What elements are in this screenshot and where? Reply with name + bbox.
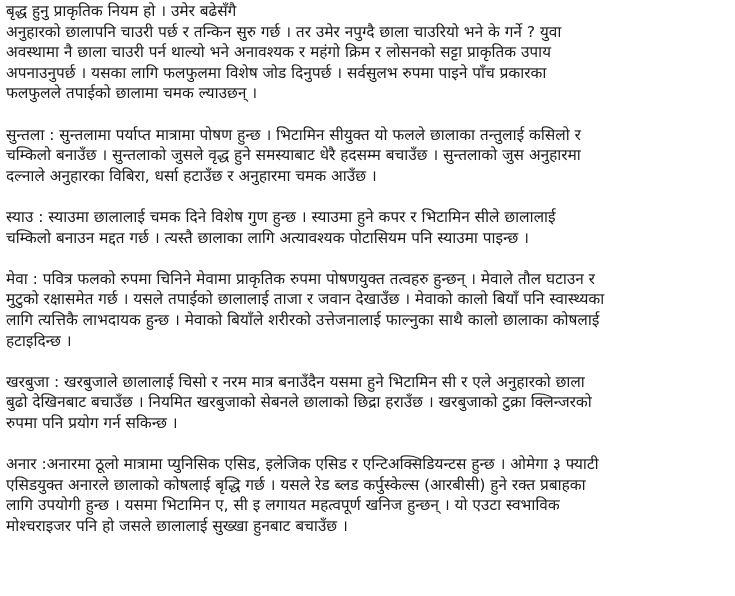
intro-paragraph [6, 1, 731, 104]
orange-paragraph [6, 125, 731, 187]
text-line: स्याउ : स्याउमा छालालाई चमक दिने विशेष गुण हुन्छ । स्याउमा हुने कपर र भिटामिन सीले छालालाई [6, 207, 556, 226]
papaya-paragraph [6, 269, 731, 351]
apple-paragraph [6, 207, 731, 248]
text-line: रुपमा पनि प्रयोग गर्न सकिन्छ । [6, 413, 178, 432]
text-line: मोश्चराइजर पनि हो जसले छालालाई सुख्खा हुनबाट बचाउँछ । [6, 516, 348, 535]
text-line: चम्किलो बनाउँछ । सुन्तलाको जुसले वृद्ध हुने समस्याबाट धेरै हदसम्म बचाउँछ । सुन्तलाको जुस अनुहारमा [6, 146, 581, 165]
text-line: लागि उपयोगी हुन्छ । यसमा भिटामिन ए, सी इ लगायत महत्वपूर्ण खनिज हुन्छन् । यो एउटा स्वभाविक [6, 496, 560, 515]
text-line: अवस्थामा नै छाला चाउरी पर्न थाल्यो भने अनावश्यक र महंगो क्रिम र लोसनको सट्टा प्राकृतिक उपाय [6, 43, 552, 62]
text-line: सुन्तला : सुन्तलामा पर्याप्त मात्रामा पोषण हुन्छ । भिटामिन सीयुक्त यो फलले छालाका तन्तुलाई कसिलो र [6, 125, 581, 144]
text-line: मुटुको रक्षासमेत गर्छ । यसले तपाईको छालालाई ताजा र जवान देखाउँछ । मेवाको कालो बियाँ पनि स्वास्थ्यका [6, 290, 605, 309]
text-line: मेवा : पवित्र फलको रुपमा चिनिने मेवामा प्राकृतिक रुपमा पोषणयुक्त तत्वहरु हुन्छन् । मेवाले तौल घटाउन र [6, 269, 595, 288]
melon-paragraph [6, 372, 731, 434]
text-line: अनुहारको छालापनि चाउरी पर्छ र तन्किन सुरु गर्छ । तर उमेर नपुग्दै छाला चाउरियो भने के गर्ने ? युवा [6, 22, 562, 41]
pomegranate-paragraph [6, 454, 731, 536]
text-line: लागि त्यत्तिकै लाभदायक हुन्छ । मेवाको बियाँले शरीरको उत्तेजनालाई फाल्नुका साथै कालो छालाका कोषलाई [6, 310, 600, 329]
text-line: फलफुलले तपाईको छालामा चमक ल्याउछन् । [6, 84, 258, 103]
text-line: चम्किलो बनाउन मद्दत गर्छ । त्यस्तै छालाका लागि अत्यावश्यक पोटासियम पनि स्याउमा पाइन्छ । [6, 228, 529, 247]
text-line: बुढो देखिनबाट बचाउँछ । नियमित खरबुजाको सेबनले छालाको छिद्रा हराउँछ । खरबुजाको टुक्रा क्लिन्जरको [6, 393, 592, 412]
text-line: खरबुजा : खरबुजाले छालालाई चिसो र नरम मात्र बनाउँदैन यसमा हुने भिटामिन सी र एले अनुहारको छाला [6, 372, 585, 391]
text-line: दल्नाले अनुहारका विबिरा, धर्सा हटाउँछ र अनुहारमा चमक आउँछ । [6, 166, 377, 185]
text-line: बृद्ध हुनु प्राकृतिक नियम हो । उमेर बढेसँगै [6, 2, 237, 20]
text-line: एसिडयुक्त अनारले छालाको कोषलाई बृद्धि गर्छ । यसले रेड ब्लड कर्पुस्केल्स (आरबीसी) हुने रक्त प्रबाहका [6, 475, 586, 494]
text-line: हटाइदिन्छ । [6, 331, 72, 350]
text-line: अनार :अनारमा ठूलो मात्रामा प्युनिसिक एसिड, इलेजिक एसिड र एन्टिअक्सिडियन्टस हुन्छ । ओमेगा ३ फ्याटी [6, 455, 599, 474]
text-line: अपनाउनुपर्छ । यसका लागि फलफुलमा विशेष जोड दिनुपर्छ । सर्वसुलभ रुपमा पाइने पाँच प्रकारका [6, 63, 547, 82]
